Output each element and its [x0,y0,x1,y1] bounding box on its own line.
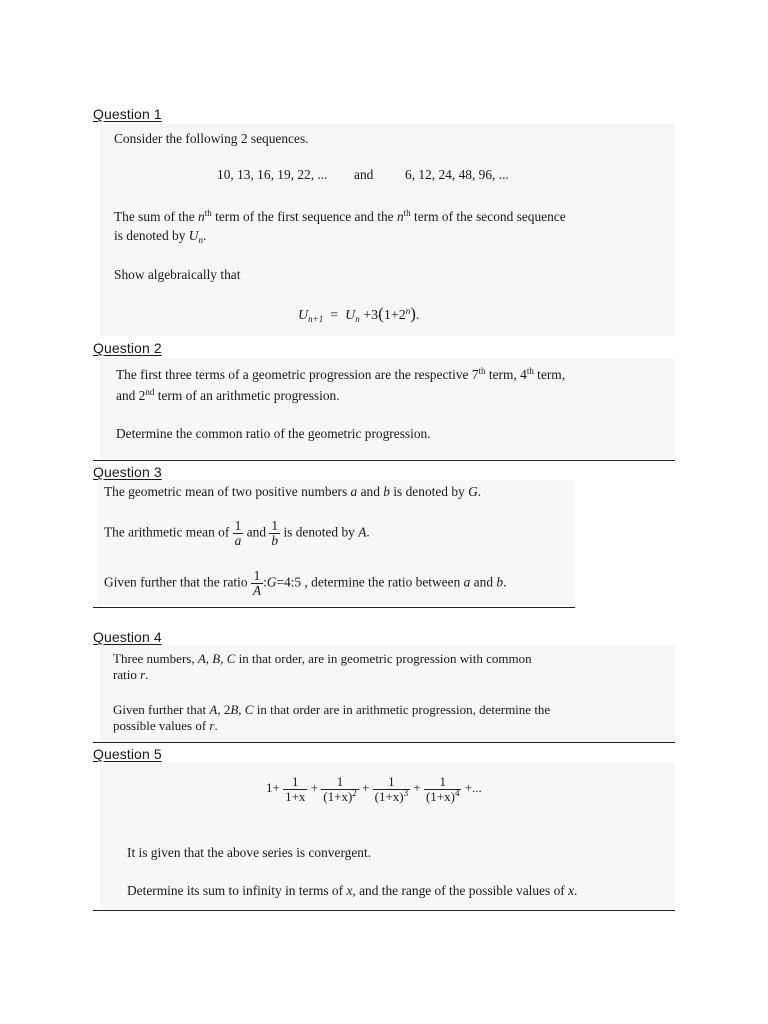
question-1-block [100,124,675,336]
q2-line-1: The first three terms of a geometric progression are the respective 7th term, 4th term, [116,366,566,382]
q1-show: Show algebraically that [114,267,241,282]
q3-frac-1-over-A: $\frac{1}{A}$ [252,568,262,599]
q1-para-line-2: is denoted by $U_n$. [114,228,207,245]
q5-term-2: $\frac{1}{(1+x)^2}$ [323,774,357,804]
question-2-block [100,358,675,459]
q1-intro: Consider the following 2 sequences. [114,131,309,146]
q3-frac-1-over-b: $\frac{1}{b}$ [271,518,279,549]
q5-line-2: Determine its sum to infinity in terms of x, and the range of the possible values of x. [127,883,578,898]
q1-formula: $U_{n+1} = U_n +3(1+2^n)$. [298,304,420,324]
q5-divider [93,910,675,911]
q3-line-2: The arithmetic mean of $\frac{1}{a}$ and $\frac{1}{b}$ is denoted by A. [104,518,370,549]
q3-divider [93,607,575,608]
q5-term-4: $\frac{1}{(1+x)^4}$ [425,774,460,804]
question-3-heading: Question 3 [93,464,162,480]
question-1-heading: Question 1 [93,106,162,122]
q5-term-1: $\frac{1}{1+x}$ [285,774,306,804]
q4-line-1: Three numbers, A, B, C in that order, are in geometric progression with common [113,651,532,666]
question-2-heading: Question 2 [93,340,162,356]
q5-term-3: $\frac{1}{(1+x)^3}$ [374,774,409,804]
q2-line-2: and 2nd term of an arithmetic progression. [116,387,340,403]
q1-and: and [354,167,374,182]
q1-para-line-1: The sum of the $n^{th}$ term of the first sequence and the $n^{th}$ term of the second sequence [114,208,566,224]
question-3-block [97,480,575,605]
question-5-block [100,763,675,909]
q3-frac-1-over-a: $\frac{1}{a}$ [234,518,242,549]
question-4-heading: Question 4 [93,629,162,645]
q2-line-3: Determine the common ratio of the geometric progression. [116,426,431,441]
q4-divider [93,742,675,743]
q3-line-3: Given further that the ratio $\frac{1}{A}$ :G=4:5 , determine the ratio between a and b. [104,568,507,599]
q4-line-2: ratio r. [113,667,149,682]
q1-sequence-2: 6, 12, 24, 48, 96, ... [405,167,509,182]
q4-line-4: possible values of r. [113,718,218,733]
q5-line-1: It is given that the above series is convergent. [127,845,372,860]
question-4-block [100,645,675,742]
q5-series: 1+ $\frac{1}{1+x}$ + $\frac{1}{(1+x)^2}$ + $\frac{1}{(1+x)^3}$ + $\frac{1}{(1+x)^4}$ +... [266,774,482,804]
q3-line-1: The geometric mean of two positive numbers a and b is denoted by G. [104,484,482,499]
question-5-heading: Question 5 [93,746,162,762]
q4-line-3: Given further that A, 2B, C in that order are in arithmetic progression, determine the [113,702,551,717]
q2-divider [93,460,675,461]
q1-sequence-1: 10, 13, 16, 19, 22, ... [217,167,328,182]
